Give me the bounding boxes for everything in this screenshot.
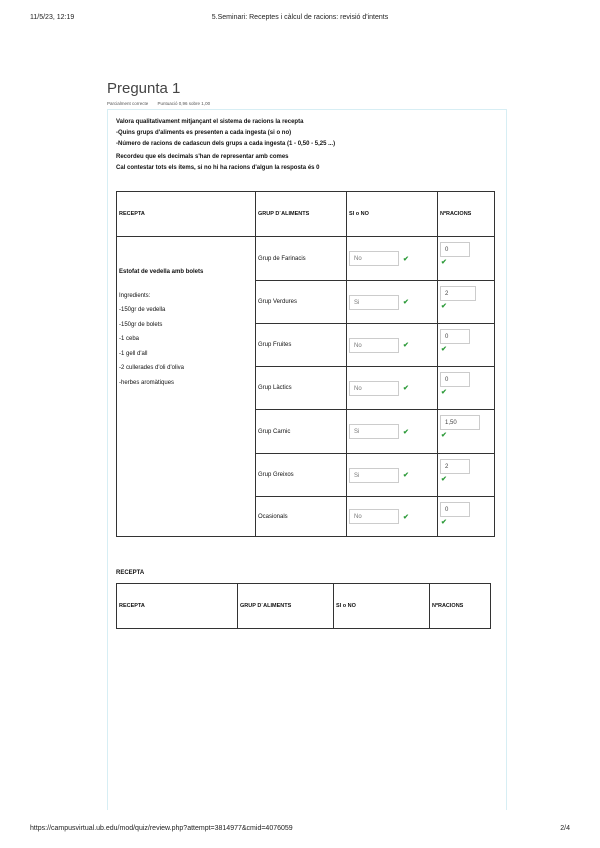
question-notes (116, 152, 320, 174)
correct-check-icon: ✔ (403, 472, 409, 479)
correct-check-icon: ✔ (403, 428, 409, 436)
sino-answer-field[interactable]: Si (349, 424, 399, 439)
racions-answer-field[interactable]: 0 (440, 502, 470, 517)
racions-answer-field[interactable]: 1,50 (440, 415, 480, 430)
sino-cell (347, 281, 438, 324)
ingredient: -1 ceba (119, 336, 140, 342)
racions-cell (438, 454, 495, 497)
header-recepta: RECEPTA (117, 584, 238, 629)
header-racions: NºRACIONS (430, 584, 491, 629)
ingredient: -150gr de vedella (119, 307, 166, 313)
racions-answer-field[interactable]: 0 (440, 329, 470, 344)
correct-check-icon: ✔ (403, 342, 409, 349)
group-cell: Ocasionals (256, 497, 347, 537)
correct-check-icon: ✔ (403, 255, 409, 263)
header-racions: NºRACIONS (438, 192, 495, 237)
sino-answer-field[interactable]: Si (349, 468, 399, 483)
instruction-line: Valora qualitativament mitjançant el sistema de racions la recepta (116, 119, 304, 125)
racions-cell (438, 367, 495, 410)
group-cell: Grup de Farinacis (256, 237, 347, 281)
recipe-name: Estofat de vedella amb bolets (119, 269, 204, 275)
header-grup: GRUP D´ALIMENTS (238, 584, 334, 629)
table-header-row (117, 192, 495, 237)
racions-answer-field[interactable]: 2 (440, 459, 470, 474)
racions-answer-field[interactable]: 0 (440, 242, 470, 257)
sino-cell (347, 454, 438, 497)
ingredient: -herbes aromàtiques (119, 379, 175, 386)
correct-check-icon: ✔ (441, 259, 447, 266)
group-cell: Grup Verdures (256, 281, 347, 324)
correct-check-icon: ✔ (403, 299, 409, 306)
ingredient: -2 cullerades d'oli d'oliva (119, 365, 184, 371)
racions-answer-field[interactable]: 2 (440, 286, 476, 301)
question-status: Parcialment correcte (107, 101, 149, 106)
correct-check-icon: ✔ (441, 519, 447, 526)
question-title: Pregunta 1 (107, 80, 181, 97)
correct-check-icon: ✔ (441, 346, 447, 353)
question-score: Puntuació 0,96 sobre 1,00 (157, 101, 211, 106)
note-line: Recordeu que els decimals s'han de representar amb comes (116, 154, 289, 160)
racions-cell (438, 497, 495, 537)
recipe-table (116, 191, 495, 537)
correct-check-icon: ✔ (441, 389, 447, 396)
table-header-row (117, 584, 491, 629)
ingredient: -1 gell d'all (119, 350, 148, 357)
print-url: https://campusvirtual.ub.edu/mod/quiz/review.php?attempt=3814977&cmid=4076059 (30, 825, 293, 832)
racions-cell (438, 324, 495, 367)
sino-answer-field[interactable]: No (349, 251, 399, 266)
group-cell: Grup Làctics (256, 367, 347, 410)
header-sino: SI o NO (347, 192, 438, 237)
sino-cell (347, 367, 438, 410)
racions-cell (438, 410, 495, 454)
print-page-number: 2/4 (560, 825, 570, 832)
sino-answer-field[interactable]: No (349, 338, 399, 353)
header-sino: SI o NO (334, 584, 430, 629)
recipe-table-2 (116, 583, 491, 629)
note-line: Cal contestar tots els ítems, si no hi ha racions d'algun la resposta és 0 (116, 165, 320, 171)
group-cell: Grup Greixos (256, 454, 347, 497)
correct-check-icon: ✔ (441, 303, 447, 310)
header-grup: GRUP D´ALIMENTS (256, 192, 347, 237)
recipe-cell (117, 237, 256, 537)
header-recepta: RECEPTA (117, 192, 256, 237)
racions-cell (438, 237, 495, 281)
sino-cell (347, 497, 438, 537)
sino-cell (347, 237, 438, 281)
correct-check-icon: ✔ (441, 476, 447, 483)
table-row (117, 237, 495, 281)
print-datetime: 11/5/23, 12:19 (30, 14, 75, 21)
print-doc-title: 5.Seminari: Receptes i càlcul de racions: revisió d'intents (211, 14, 389, 21)
instruction-line: -Quins grups d'aliments es presenten a cada ingesta (si o no) (116, 130, 292, 136)
racions-cell (438, 281, 495, 324)
group-cell: Grup Carnic (256, 410, 347, 454)
section-label: RECEPTA (116, 570, 145, 576)
group-cell: Grup Fruites (256, 324, 347, 367)
sino-cell (347, 410, 438, 454)
ingredients-label: Ingredients: (119, 292, 151, 299)
sino-cell (347, 324, 438, 367)
sino-answer-field[interactable]: No (349, 509, 399, 524)
question-instructions (116, 117, 335, 150)
correct-check-icon: ✔ (403, 385, 409, 392)
instruction-line: -Número de racions de cadascun dels grups a cada ingesta (1 - 0,50 - 5,25 ...) (116, 141, 336, 147)
sino-answer-field[interactable]: Si (349, 295, 399, 310)
correct-check-icon: ✔ (441, 432, 447, 439)
ingredient: -150gr de bolets (119, 321, 163, 328)
question-status-line (107, 101, 210, 106)
sino-answer-field[interactable]: No (349, 381, 399, 396)
correct-check-icon: ✔ (403, 513, 409, 521)
racions-answer-field[interactable]: 0 (440, 372, 470, 387)
